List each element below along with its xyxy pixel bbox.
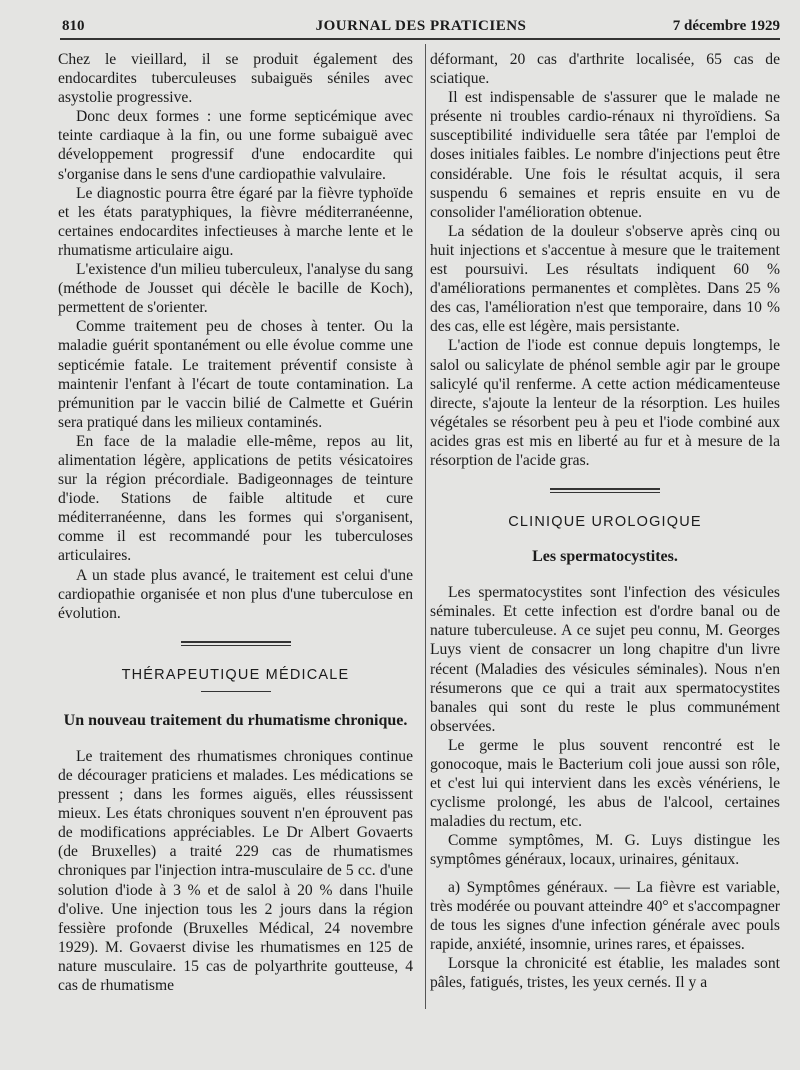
column-divider [425, 44, 426, 1009]
spacer [430, 538, 780, 546]
paragraph: Chez le vieillard, il se produit également des endocardites tuberculeuses subaiguës séniles avec asystolie progressive. [58, 51, 413, 107]
paragraph: Lorsque la chronicité est établie, les malades sont pâles, fatigués, tristes, les yeux cernés. Il y a [430, 954, 780, 992]
paragraph: L'action de l'iode est connue depuis longtemps, le salol ou salicylate de phénol semble agir par le groupe salicylé qu'il renferme. A cette action médicamenteuse directe, s'ajoute la lenteur de la résorption. Les huiles végétales se résorbent peu à peu et l'iode combiné aux acides gras est mis en liberté au fur et à mesure de la résorption de l'acide gras. [430, 337, 780, 469]
section-heading: CLINIQUE UROLOGIQUE [508, 514, 702, 531]
spacer [430, 870, 780, 878]
heading-underline [201, 691, 271, 692]
left-column [58, 50, 413, 995]
paragraph: L'existence d'un milieu tuberculeux, l'analyse du sang (méthode de Jousset qui décèle le bacille de Koch), permettent de s'orienter. [58, 261, 413, 317]
paragraph: a) Symptômes généraux. — La fièvre est variable, très modérée ou pouvant atteindre 40° et s'accompagner de tous les signes d'une infection générale avec pouls rapide, anxiété, insomnie, urines rares, et épaisses. [430, 878, 780, 953]
paragraph: Les spermatocystites sont l'infection des vésicules séminales. Et cette infection est d'ordre banal ou de nature tuberculeuse. A ce sujet peu connu, M. Georges Luys vient de consacrer un long chapitre d'un livre récent (Maladies des vésicules séminales). Nous n'en résumerons que ce qui a trait aux spermatocystites banales qui sont du reste le plus communément observées. [430, 584, 780, 735]
paragraph: En face de la maladie elle-même, repos au lit, alimentation légère, applications de petits vésicatoires sur la région précordiale. Badigeonnages de teinture d'iode. Stations de faible altitude et cure méditerranéenne, dans les formes qui s'organisent, comme il est recommandé pour les tuberculoses articulaires. [58, 432, 413, 565]
paragraph: A un stade plus avancé, le traitement est celui d'une cardiopathie organisée et non plus d'une tuberculose en évolution. [58, 566, 413, 622]
page-header [62, 14, 780, 38]
paragraph: Il est indispensable de s'assurer que le malade ne présente ni troubles cardio-rénaux ni thyroïdiens. Sa susceptibilité individuelle sera tâtée par l'emploi de doses initiales faibles. Le nombre d'injections peut être considérable. Une fois le résultat acquis, il sera suspendu 6 semaines et repris ensuite en vu de consolider l'amélioration obtenue. [430, 89, 780, 221]
section-heading: THÉRAPEUTIQUE MÉDICALE [121, 666, 350, 683]
right-column [430, 50, 780, 992]
paragraph: Comme traitement peu de choses à tenter. Ou la maladie guérit spontanément ou elle évolue comme une septicémie fatale. Le traitement préventif consiste à maintenir l'enfant à l'écart de toute contamination. La prémunition par le vaccin bilié de Calmette et Guérin sera pratiqué dans les milieux contaminés. [58, 318, 413, 431]
journal-title: JOURNAL DES PRATICIENS [315, 18, 527, 34]
paragraph: Le traitement des rhumatismes chroniques continue de décourager praticiens et malades. Les médications se pressent ; dans les formes aiguës, elles réussissent mieux. Les états chroniques souvent n'en éprouvent pas de modifications appréciables. Le Dr Albert Govaerts (de Bruxelles) a traité 229 cas de rhumatismes chroniques par l'injection intra-musculaire de 5 cc. d'une solution d'iode à 3 % et de salol à 20 % dans l'huile d'olive. Une injection tous les 2 jours dans la région fessière profonde (Bruxelles Médical, 24 novembre 1929). M. Govaerst divise les rhumatismes en 125 de nature musculaire. 15 cas de polyarthrite goutteuse, 4 cas de rhumatisme [58, 747, 413, 995]
paragraph: La sédation de la douleur s'observe après cinq ou huit injections et s'accentue à mesure que le traitement est poursuivi. Les résultats indiquent 60 % d'améliorations permanentes et complètes. Dans 25 % des cas, l'amélioration n'est que temporaire, dans 10 % des cas, elle est légère, mais persistante. [430, 222, 780, 336]
paragraph: déformant, 20 cas d'arthrite localisée, 65 cas de sciatique. [430, 51, 780, 88]
section-separator [181, 641, 291, 646]
page-number: 810 [62, 18, 85, 34]
paragraph: Le diagnostic pourra être égaré par la fièvre typhoïde et les états paratyphiques, la fièvre méditerranéenne, certaines endocardites infectieuses à marche lente et le rhumatisme articulaire aigu. [58, 184, 413, 259]
paragraph: Donc deux formes : une forme septicémique avec teinte cardiaque à la fin, ou une forme subaiguë avec développement progressif d'une endocardite qui s'organise dans le sens d'une cardiopathie valvulaire. [58, 108, 413, 183]
section-separator [550, 488, 660, 493]
issue-date: 7 décembre 1929 [672, 18, 780, 34]
header-rule [60, 38, 780, 40]
paragraph: Le germe le plus souvent rencontré est le gonocoque, mais le Bacterium coli joue aussi son rôle, et c'est lui qui intervient dans les excès vénériens, le cyclisme prolongé, les abus de l'alcool, certaines maladies du rectum, etc. [430, 736, 780, 831]
article-title: Les spermatocystites. [532, 548, 678, 566]
paragraph: Comme symptômes, M. G. Luys distingue les symptômes généraux, locaux, urinaires, génitaux. [430, 832, 780, 869]
article-title: Un nouveau traitement du rhumatisme chronique. [63, 711, 408, 729]
